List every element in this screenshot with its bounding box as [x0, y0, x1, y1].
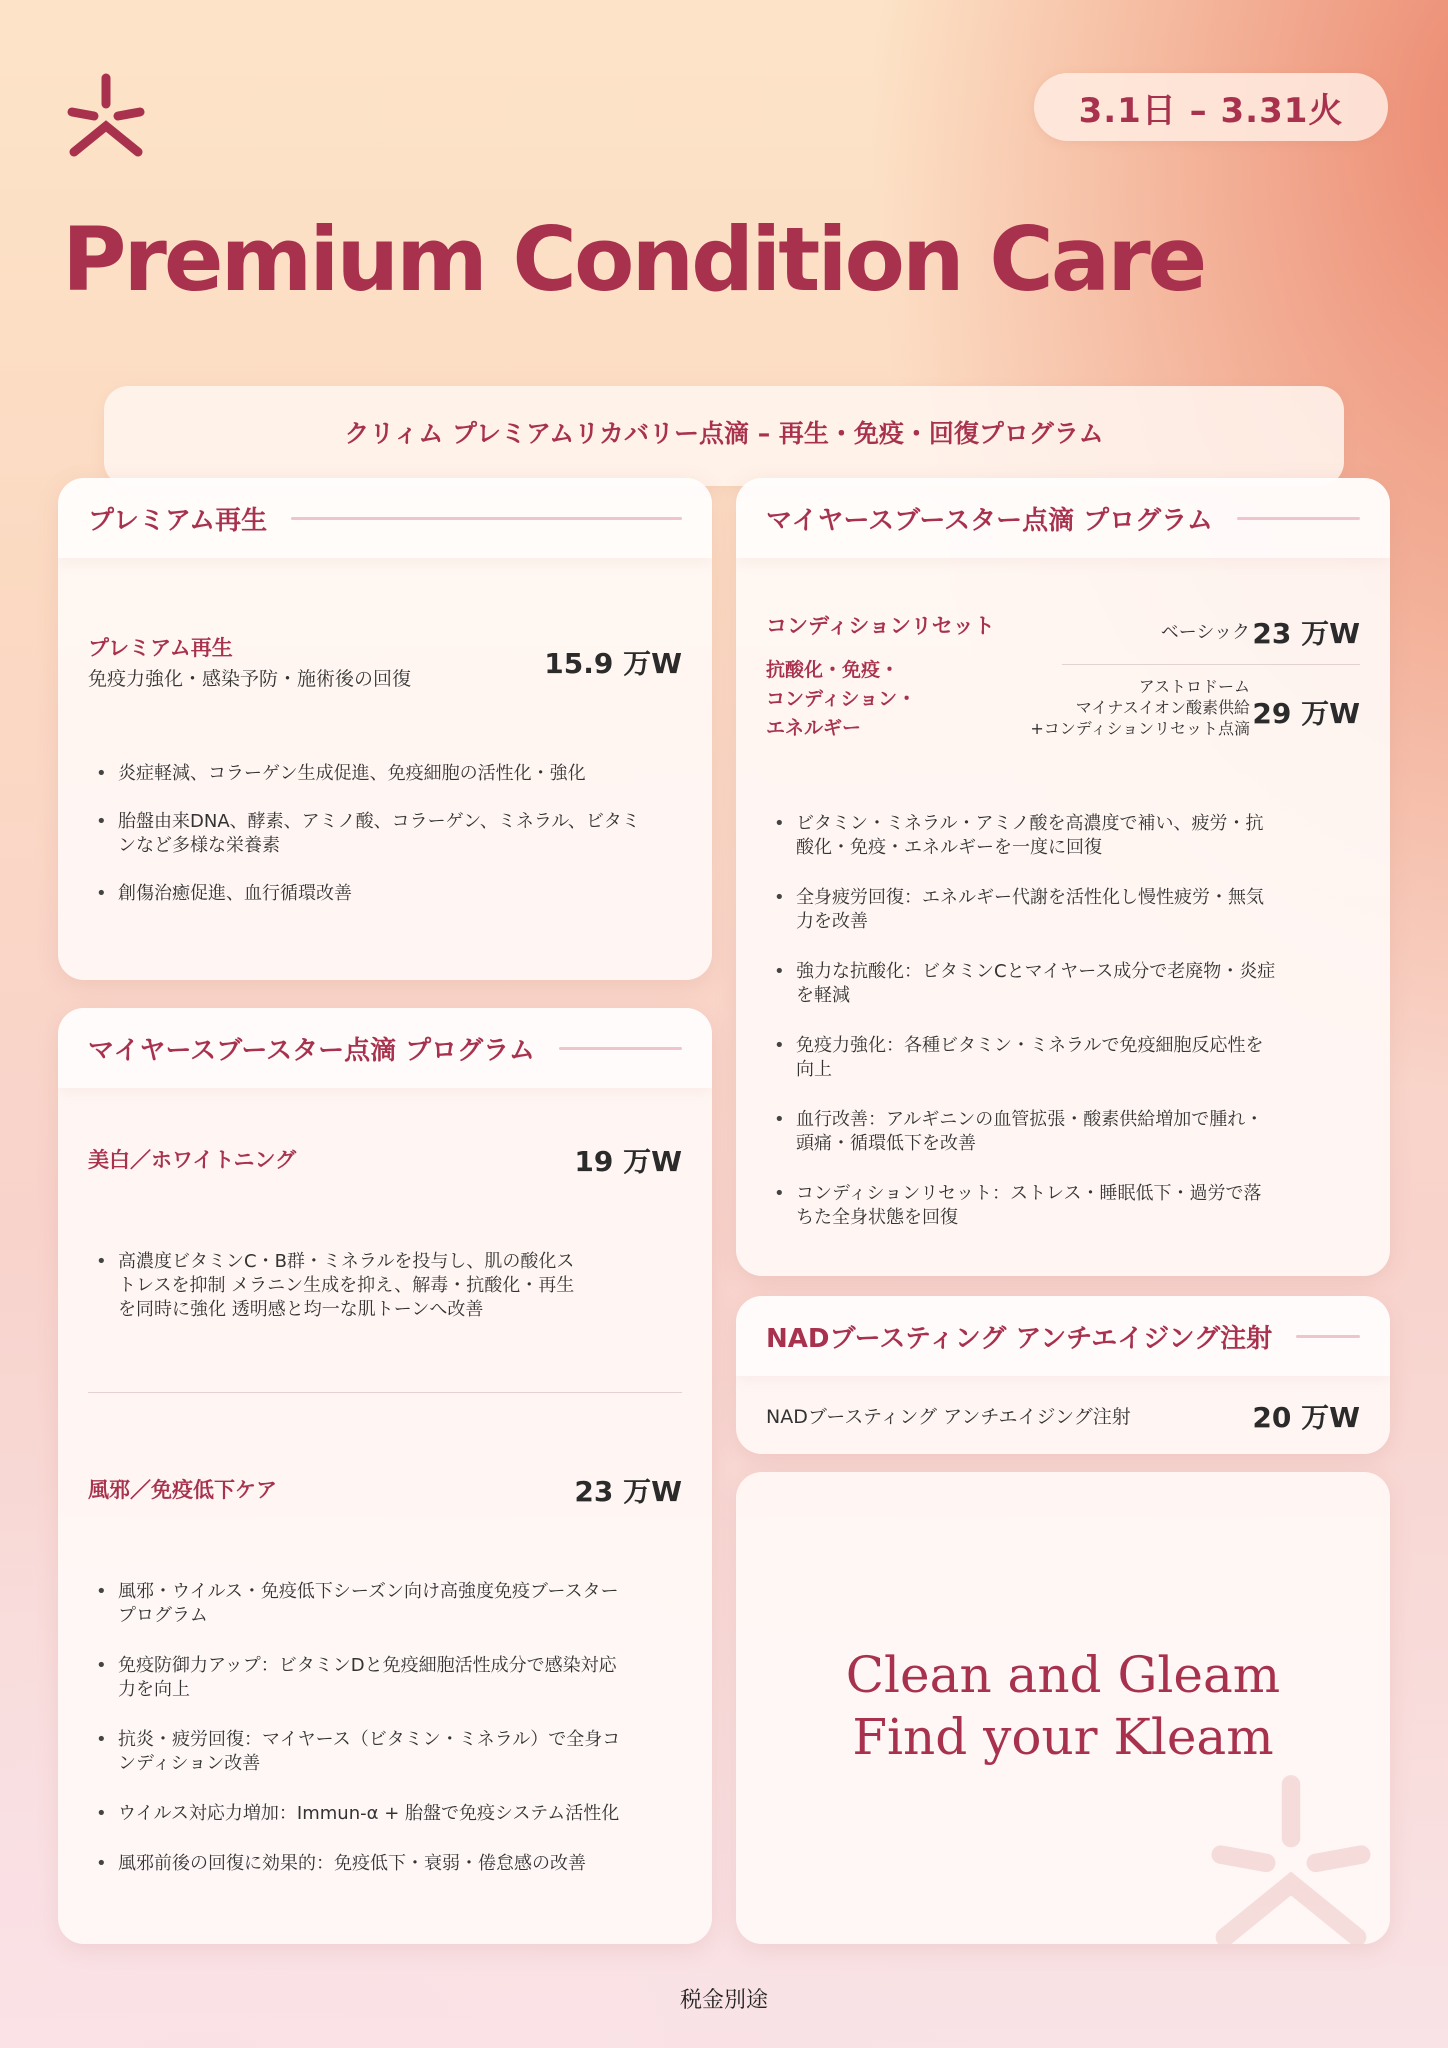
- card-header: [58, 1008, 712, 1088]
- card-heading: NADブースティング アンチエイジング注射: [766, 1323, 1273, 1354]
- list-item: • コンディションリセット：ストレス・睡眠低下・過労で落ちた全身状態を回復: [766, 1182, 1276, 1230]
- list-item: • 抗炎・疲労回復：マイヤース（ビタミン・ミネラル）で全身コンディション改善: [88, 1728, 628, 1776]
- astro-label: アストロドーム マイナスイオン酸素供給 +コンディションリセット点滴: [1030, 677, 1250, 738]
- item-price: 20 万W: [1252, 1401, 1360, 1434]
- item-price-cold-care: 23 万W: [574, 1475, 682, 1508]
- card-premium-regen: [58, 478, 712, 980]
- item-title-whitening: 美白／ホワイトニング: [88, 1148, 297, 1172]
- subtitle-text: クリィム プレミアムリカバリー点滴 – 再生・免疫・回復プログラム: [344, 419, 1104, 448]
- bullet-list: [88, 1250, 588, 1322]
- list-item: • 免疫防御力アップ：ビタミンDと免疫細胞活性成分で感染対応力を向上: [88, 1654, 628, 1702]
- card-slogan: [736, 1472, 1390, 1944]
- card-myers-right: [736, 478, 1390, 1276]
- heading-rule: [291, 517, 682, 520]
- item-description: 免疫力強化・感染予防・施術後の回復: [88, 668, 412, 690]
- list-item: • 血行改善：アルギニンの血管拡張・酸素供給増加で腫れ・頭痛・循環低下を改善: [766, 1108, 1276, 1156]
- list-item: • 高濃度ビタミンC・B群・ミネラルを投与し、肌の酸化ストレスを抑制 メラニン生成を抑え、解毒・抗酸化・再生を同時に強化 透明感と均一な肌トーンへ改善: [88, 1250, 588, 1322]
- card-header: [736, 1296, 1390, 1376]
- card-heading: マイヤースブースター点滴 プログラム: [766, 505, 1213, 536]
- slogan-line-1: Clean and Gleam: [845, 1646, 1281, 1704]
- list-item: • 創傷治癒促進、血行循環改善: [88, 882, 648, 906]
- heading-rule: [1237, 517, 1360, 520]
- item-price: 15.9 万W: [544, 647, 682, 680]
- item-subtitle: 抗酸化・免疫・ コンディション・ エネルギー: [766, 659, 917, 739]
- price-divider: [1062, 664, 1360, 665]
- list-item: • 胎盤由来DNA、酵素、アミノ酸、コラーゲン、ミネラル、ビタミンなど多様な栄養素: [88, 810, 648, 858]
- list-item: • 強力な抗酸化：ビタミンCとマイヤース成分で老廃物・炎症を軽減: [766, 960, 1276, 1008]
- list-item: • 風邪・ウイルス・免疫低下シーズン向け高強度免疫ブースタープログラム: [88, 1580, 628, 1628]
- item-title: プレミアム再生: [88, 636, 233, 660]
- heading-rule: [559, 1047, 682, 1050]
- card-myers-left: [58, 1008, 712, 1944]
- brand-logo-icon: [60, 72, 152, 164]
- card-heading: プレミアム再生: [88, 505, 268, 536]
- bullet-list: [766, 812, 1276, 1230]
- list-item: • 風邪前後の回復に効果的：免疫低下・衰弱・倦怠感の改善: [88, 1852, 628, 1876]
- page-title: Premium Condition Care: [62, 208, 1205, 311]
- list-item: • ビタミン・ミネラル・アミノ酸を高濃度で補い、疲労・抗酸化・免疫・エネルギーを一度に回復: [766, 812, 1276, 860]
- card-header: [58, 478, 712, 558]
- item-title: コンディションリセット: [766, 614, 995, 638]
- bullet-list: [88, 762, 648, 906]
- card-heading: マイヤースブースター点滴 プログラム: [88, 1035, 535, 1066]
- list-item: • 免疫力強化：各種ビタミン・ミネラルで免疫細胞反応性を向上: [766, 1034, 1276, 1082]
- asterisk-watermark-icon: [1196, 1772, 1386, 1944]
- section-divider: [88, 1392, 682, 1393]
- astro-price: 29 万W: [1252, 697, 1360, 730]
- item-name: NADブースティング アンチエイジング注射: [766, 1406, 1131, 1428]
- card-header: [736, 478, 1390, 558]
- bullet-list: [88, 1580, 628, 1876]
- tax-note: 税金別途: [679, 1988, 768, 2013]
- list-item: • ウイルス対応力増加：Immun-α + 胎盤で免疫システム活性化: [88, 1802, 628, 1826]
- basic-price: 23 万W: [1252, 617, 1360, 650]
- basic-label: ベーシック: [1160, 622, 1250, 643]
- slogan-line-2: Find your Kleam: [852, 1708, 1274, 1766]
- card-nad: [736, 1296, 1390, 1454]
- list-item: • 炎症軽減、コラーゲン生成促進、免疫細胞の活性化・強化: [88, 762, 648, 786]
- subtitle-banner: [104, 386, 1344, 486]
- item-price-whitening: 19 万W: [574, 1145, 682, 1178]
- date-range-badge: 3.1日 – 3.31火: [1034, 73, 1388, 141]
- list-item: • 全身疲労回復：エネルギー代謝を活性化し慢性疲労・無気力を改善: [766, 886, 1276, 934]
- heading-rule: [1296, 1335, 1360, 1338]
- item-title-cold-care: 風邪／免疫低下ケア: [88, 1478, 277, 1502]
